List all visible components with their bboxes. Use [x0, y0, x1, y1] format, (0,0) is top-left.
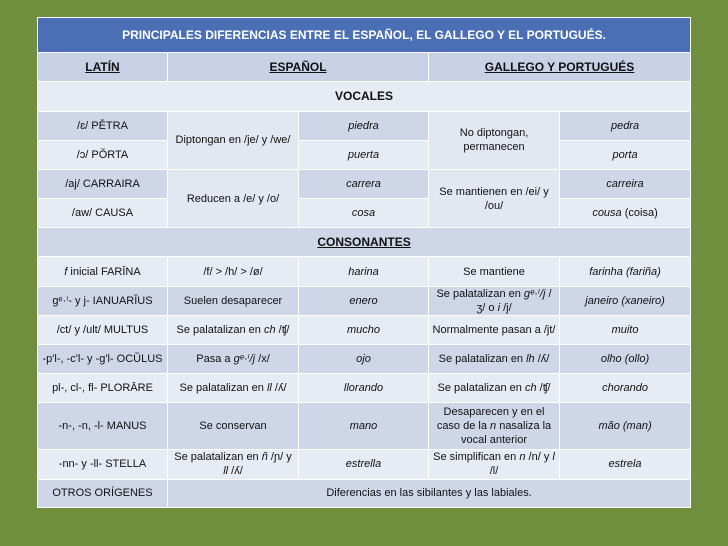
rule-text: Se palatalizan en: [436, 287, 524, 300]
rule-cell-diptongan: Diptongan en /je/ y /we/: [168, 112, 299, 170]
rule-letter: n: [490, 419, 497, 432]
rule-letter: i: [497, 301, 501, 314]
rule-cell-no-diptongan: No diptongan, permanecen: [429, 112, 560, 170]
table-row: [37, 480, 691, 508]
rule-text: /ʒ/ o: [476, 287, 552, 314]
rule-text: /ʧ/: [536, 382, 551, 395]
gallego-example: chorando: [560, 374, 691, 403]
table-row: [37, 257, 691, 286]
espanol-rule: Suelen desaparecer: [168, 287, 299, 316]
rule-text: /ɲ/ y: [267, 451, 292, 464]
rule-text: Se palatalizan en: [179, 382, 267, 395]
rule-letter: ch: [263, 323, 276, 336]
rule-text: Se palatalizan en: [438, 353, 527, 366]
rule-text: Desaparecen y en el caso de la: [436, 405, 545, 432]
latin-cell: gᵉ·ⁱ- y j- IANUARĬUS: [37, 287, 168, 316]
gallego-example: [560, 199, 691, 228]
espanol-rule: /f/ > /h/ > /ø/: [168, 257, 299, 286]
section-vocales: VOCALES: [37, 82, 691, 111]
rule-text: /j/: [500, 301, 512, 314]
header-latin: [37, 53, 168, 82]
latin-cell: /aw/ CAUSA: [37, 199, 168, 228]
table-row: [37, 374, 691, 403]
gallego-rule: [429, 345, 560, 374]
espanol-rule: [168, 450, 299, 480]
gallego-rule: [429, 287, 560, 316]
rule-text: nasaliza la vocal anterior: [460, 419, 552, 446]
latin-text: inicial FARĪNA: [67, 265, 141, 278]
rule-cell-reducen: Reducen a /e/ y /o/: [168, 170, 299, 228]
table-row: [37, 316, 691, 345]
espanol-example: mucho: [299, 316, 429, 345]
latin-cell: /ɛ/ PĔTRA: [37, 112, 168, 141]
latin-cell: -nn- y -ll- STELLA: [37, 450, 168, 480]
rule-text: /l/: [489, 465, 499, 478]
latin-cell: -p'l-, -c'l- y -g'l- OCŬLUS: [37, 345, 168, 374]
gallego-example: muito: [560, 316, 691, 345]
rule-text: /ʎ/: [228, 465, 243, 478]
espanol-example: harina: [299, 257, 429, 286]
rule-text: Se palatalizan en: [437, 382, 525, 395]
table-title: PRINCIPALES DIFERENCIAS ENTRE EL ESPAÑOL, EL GALLEGO Y EL PORTUGUÉS.: [37, 17, 691, 53]
rule-letter: n: [519, 451, 526, 464]
espanol-rule: [168, 316, 299, 345]
gallego-example: pedra: [560, 112, 691, 141]
espanol-example: piedra: [299, 112, 429, 141]
latin-cell: /ɔ/ PŎRTA: [37, 141, 168, 170]
table-row: [37, 287, 691, 316]
rule-text: /ʎ/: [534, 353, 550, 366]
rule-letter: ll: [223, 465, 229, 478]
otros-description: Diferencias en las sibilantes y las labiales.: [168, 480, 691, 508]
table-row: [37, 141, 691, 170]
gallego-example: olho (ollo): [560, 345, 691, 374]
espanol-example: estrella: [299, 450, 429, 480]
rule-letter: lh: [526, 353, 535, 366]
latin-cell: OTROS ORÍGENES: [37, 480, 168, 508]
header-espanol: [168, 53, 429, 82]
latin-letter: f: [64, 265, 68, 278]
espanol-example: llorando: [299, 374, 429, 403]
gallego-example-variant: (coisa): [621, 207, 658, 220]
section-row-consonantes: [37, 228, 691, 257]
rule-text: /ʎ/: [271, 382, 287, 395]
rule-letter: ll: [266, 382, 272, 395]
table-row: [37, 199, 691, 228]
rule-text: Se palatalizan en: [176, 323, 264, 336]
header-gallego-portugues-label: GALLEGO Y PORTUGUÉS: [484, 60, 635, 75]
espanol-rule: [168, 345, 299, 374]
rule-cell-mantienen: Se mantienen en /ei/ y /ou/: [429, 170, 560, 228]
gallego-example-word: cousa: [592, 207, 622, 220]
rule-letter: ñ: [261, 451, 268, 464]
espanol-example: puerta: [299, 141, 429, 170]
rule-letter: ch: [524, 382, 537, 395]
gallego-rule: Se mantiene: [429, 257, 560, 286]
section-consonantes: [37, 228, 691, 257]
rule-text: Se simplifican en: [433, 451, 520, 464]
gallego-example: janeiro (xaneiro): [560, 287, 691, 316]
espanol-example: mano: [299, 403, 429, 449]
rule-text: /ʧ/: [275, 323, 290, 336]
differences-table: [37, 17, 691, 508]
table-row: [37, 345, 691, 374]
latin-cell: [37, 257, 168, 286]
espanol-example: ojo: [299, 345, 429, 374]
gallego-example: estrela: [560, 450, 691, 480]
rule-letter: gᵉ·ⁱ/j: [233, 353, 256, 366]
rule-text: /n/ y: [525, 451, 553, 464]
section-row-vocales: [37, 82, 691, 111]
gallego-rule: [429, 450, 560, 480]
column-header-row: [37, 53, 691, 82]
table-row: [37, 112, 691, 141]
espanol-example: carrera: [299, 170, 429, 199]
gallego-example: carreira: [560, 170, 691, 199]
gallego-rule: Normalmente pasan a /jt/: [429, 316, 560, 345]
section-consonantes-label: CONSONANTES: [317, 235, 411, 250]
header-latin-label: LATÍN: [85, 60, 120, 75]
rule-letter: l: [552, 451, 555, 464]
rule-text: /x/: [255, 353, 270, 366]
gallego-example: farinha (fariña): [560, 257, 691, 286]
gallego-example: porta: [560, 141, 691, 170]
rule-text: Pasa a: [196, 353, 234, 366]
table-row: [37, 170, 691, 199]
table-row: [37, 450, 691, 480]
title-row: [37, 17, 691, 53]
latin-cell: -n-, -n, -l- MANUS: [37, 403, 168, 449]
differences-table-container: [37, 17, 691, 508]
espanol-rule: [168, 374, 299, 403]
rule-text: Se palatalizan en: [174, 451, 262, 464]
table-row: [37, 403, 691, 449]
espanol-example: enero: [299, 287, 429, 316]
gallego-rule: [429, 374, 560, 403]
header-gallego-portugues: [429, 53, 691, 82]
latin-cell: pl-, cl-, fl- PLORĀRE: [37, 374, 168, 403]
header-espanol-label: ESPAÑOL: [269, 60, 327, 75]
espanol-example: cosa: [299, 199, 429, 228]
latin-cell: /ct/ y /ult/ MULTUS: [37, 316, 168, 345]
latin-cell: /aj/ CARRAIRA: [37, 170, 168, 199]
gallego-rule: [429, 403, 560, 449]
espanol-rule: Se conservan: [168, 403, 299, 449]
rule-letter: gᵉ·ⁱ/j: [523, 287, 546, 300]
gallego-example: mão (man): [560, 403, 691, 449]
